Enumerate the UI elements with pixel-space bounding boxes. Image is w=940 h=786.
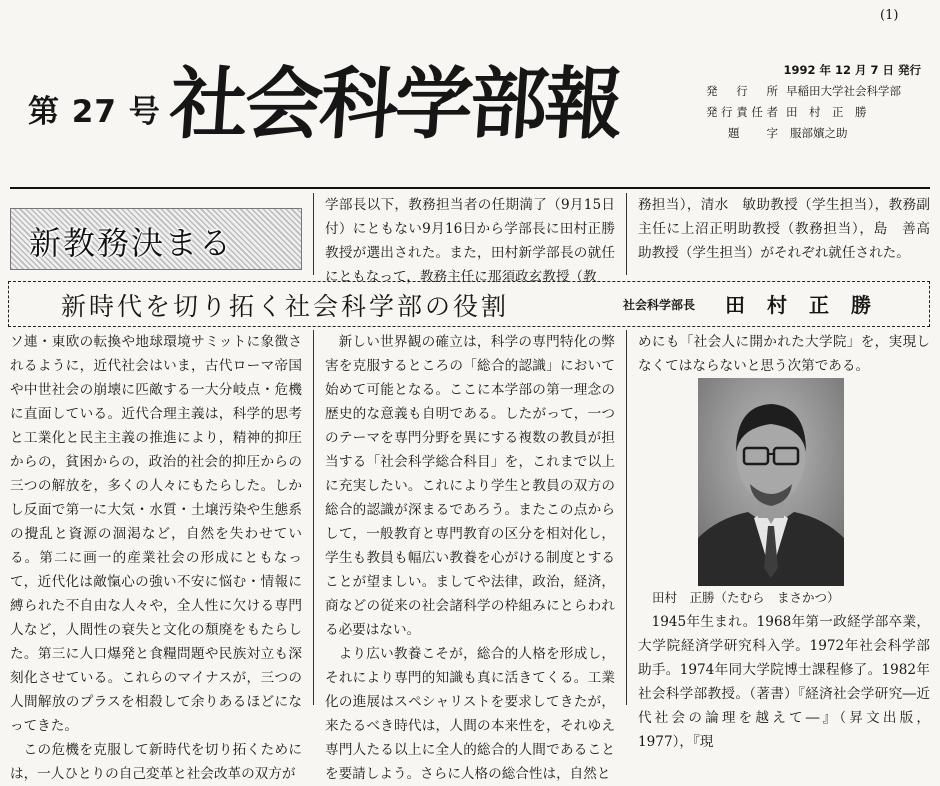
notice-text-right: 務担当），清水 敏助教授（学生担当），教務副主任に上沼正明助教授（教務担当），島 善高助教授（学生担当）がそれぞれ就任された。 [638,197,930,261]
paragraph: この危機を克服して新時代を切り拓くためには，一人ひとりの自己変革と社会改革の双方が [10,742,302,782]
author-photo [698,378,844,586]
article-headline-banner [8,281,930,327]
portrait-image [698,378,844,586]
masthead-title: 社会科学部報 [166,59,624,150]
article-column-3 [638,330,930,378]
photo-caption: 田村 正勝（たむら まさかつ） [652,590,840,605]
header-rule [10,187,930,189]
paragraph: めにも「社会人に開かれた大学院」を，実現しなくてはならないと思う次第である。 [638,334,930,374]
notice-title-box [10,208,302,270]
calligraphy-value: 服部嬪之助 [790,126,848,140]
notice-text-mid: 学部長以下，教務担当者の任期満了（9月15日付）にともない9月16日から学部長に田村正勝教授が選出された。また，田村新学部長の就任にともなって，教務主任に那須政玄教授（教 [325,197,615,285]
calligraphy-row [706,123,921,144]
column-divider [313,193,314,275]
issue-date: 1992 年 12 月 7 日 発行 [783,63,921,77]
publication-info [706,60,921,144]
column-divider [626,330,627,705]
editor-label: 発行責任者 [706,105,778,119]
article-column-1 [10,330,302,786]
paragraph: ソ連・東欧の転換や地球環境サミットに象徴されるように，近代社会はいま，古代ローマ帝国や中世社会の崩壊に匹敵する一大分岐点・危機に直面している。近代合理主義は，科学的思考と工業化と民主主義の推進により，精神的抑圧からの，貧困からの，政治的社会的抑圧からの三つの解放を，多くの人々にもたらした。しかし反面で第一に大気・水質・土壌汚染や生態系の攪乱と資源の涸渇など，自然を失わせている。第二に画一的産業社会の形成にともなって，近代化は敵愾心の強い不安に悩む・情報に縛られた不自由な人々や，全人性に欠ける専門人など，人間性の衰失と文化の頽廃をもたらした。第三に人口爆発と食糧問題や民族対立も深刻化させている。これらのマイナスが，三つの人間解放のプラスを相殺して余りあるほどになってきた。 [10,334,302,734]
editor-row [706,102,921,123]
paragraph: 新しい世界観の確立は，科学の専門特化の弊害を克服するところの「総合的認識」において始めて可能となる。ここに本学部の第一理念の歴史的な意義も自明である。したがって，一つのテーマを専門分野を異にする複数の教員が担当する「社会科学総合科目」を，これまで以上に充実したい。これにより学生と教員の双方の総合的認識が深まるであろう。またこの点からして，一般教育と専門教育の区分を相対化し，学生も教員も幅広い教養を心がける制度とすることが望ましい。ましてや法律，政治，経済，商などの従来の社会諸科学の枠組みにとらわれる必要はない。 [325,334,615,638]
issue-number: 第 27 号 [28,94,161,130]
article-column-2 [325,330,615,786]
author-name: 田村正勝 [725,293,893,317]
column-divider [313,330,314,705]
publisher-value: 早稲田大学社会科学部 [786,84,901,98]
publisher-row [706,81,921,102]
calligraphy-label: 題字 [728,126,778,140]
paragraph: 1945年生まれ。1968年第一政経学部卒業，大学院経済学研究科入学。1972年社会科学部助手。1974年同大学院博士課程修了。1982年社会科学部教授。（著書）『経済社会学研究―近代社会の論理を越えて―』（昇文出版，1977），『現 [638,614,930,750]
notice-title: 新教務決まる [29,224,234,262]
editor-value: 田 村 正 勝 [786,105,867,119]
article-headline: 新時代を切り拓く社会科学部の役割 [61,292,510,321]
author-bio [638,610,930,754]
paragraph: より広い教養こそが，総合的人格を形成し，それにより専門的知識も真に活きてくる。工業化の進展はスペシャリストを要求してきたが，来たるべき時代は，人間の本来性を，それゆえ専門人たる以上に全人的総合的人間であることを要請しよう。さらに人格の総合性は，自然と [325,646,615,782]
publisher-label: 発行所 [706,84,778,98]
column-divider [626,193,627,275]
author-role: 社会科学部長 [623,298,696,312]
page-number: (1) [880,8,899,23]
